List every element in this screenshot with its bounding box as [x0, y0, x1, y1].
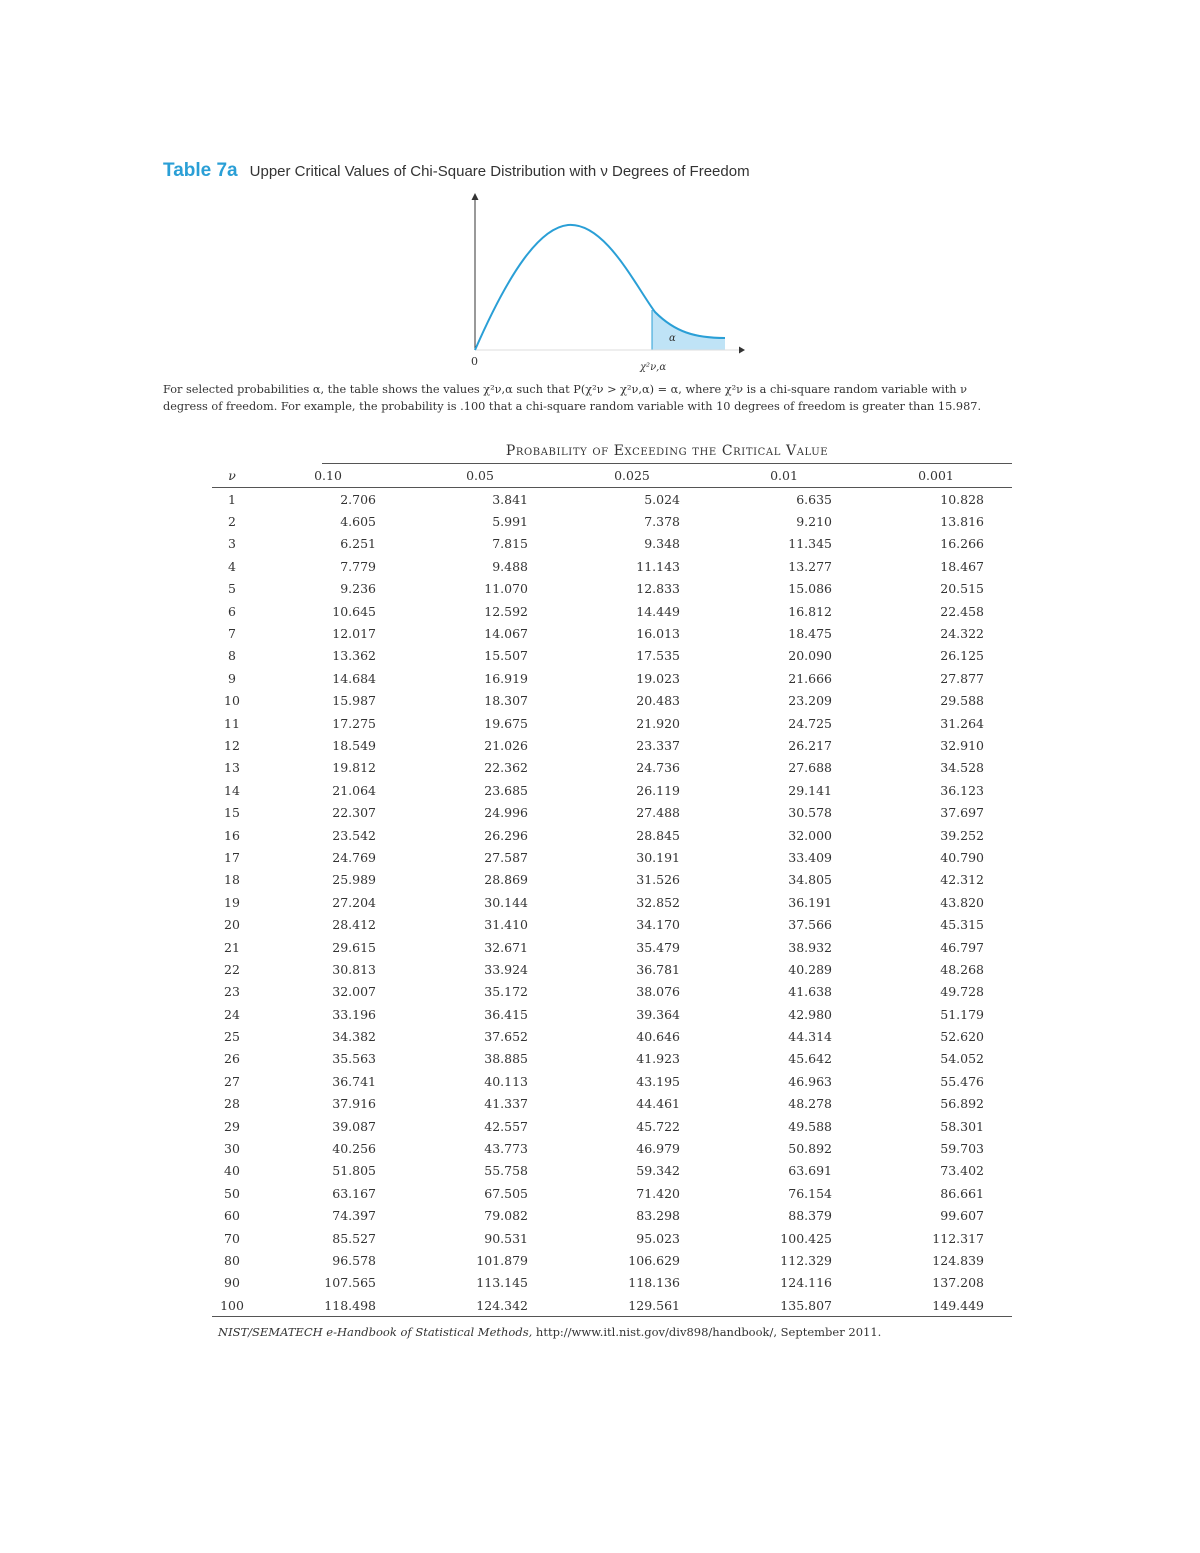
value-cell: 149.449 [860, 1294, 1012, 1317]
value-cell: 20.515 [940, 581, 984, 597]
value-cell: 11.345 [788, 536, 832, 552]
table-row [212, 1160, 1012, 1182]
value-cell: 24.725 [788, 715, 832, 731]
value-cell: 4.605 [340, 514, 376, 530]
value-cell: 137.208 [932, 1275, 984, 1291]
table-row [212, 779, 1012, 801]
value-cell: 9.488 [492, 558, 528, 574]
table-row [212, 1070, 1012, 1092]
value-cell: 42.312 [940, 872, 984, 888]
value-cell: 36.415 [484, 1006, 528, 1022]
value-cell: 5.024 [644, 491, 680, 507]
value-cell: 15.086 [788, 581, 832, 597]
value-cell: 59.342 [636, 1163, 680, 1179]
value-cell: 45.722 [636, 1118, 680, 1134]
value-cell: 9.210 [796, 514, 832, 530]
value-cell: 31.264 [940, 715, 984, 731]
table-row [212, 600, 1012, 622]
nu-cell: 3 [228, 536, 236, 552]
value-cell: 32.910 [940, 737, 984, 753]
chi-square-density-figure [440, 190, 760, 380]
nu-cell: 15 [224, 805, 240, 821]
value-cell: 10.645 [332, 603, 376, 619]
value-cell: 37.697 [940, 805, 984, 821]
nu-cell: 6 [228, 603, 236, 619]
source-url: http://www.itl.nist.gov/div898/handbook/, September 2011. [532, 1325, 882, 1339]
table-body [212, 488, 1012, 1317]
value-cell: 48.278 [788, 1096, 832, 1112]
value-cell: 46.979 [636, 1141, 680, 1157]
value-cell: 15.507 [484, 648, 528, 664]
nu-cell: 13 [224, 760, 240, 776]
value-cell: 71.420 [636, 1185, 680, 1201]
value-cell: 40.646 [636, 1029, 680, 1045]
value-cell: 32.000 [788, 827, 832, 843]
value-cell: 33.924 [484, 961, 528, 977]
value-cell: 43.773 [484, 1141, 528, 1157]
value-cell: 23.685 [484, 782, 528, 798]
table-row [212, 667, 1012, 689]
value-cell: 16.266 [940, 536, 984, 552]
value-cell: 14.449 [636, 603, 680, 619]
value-cell: 30.813 [332, 961, 376, 977]
value-cell: 21.666 [788, 670, 832, 686]
value-cell: 18.549 [332, 737, 376, 753]
value-cell: 19.023 [636, 670, 680, 686]
table-row [212, 510, 1012, 532]
value-cell: 42.980 [788, 1006, 832, 1022]
value-cell: 39.364 [636, 1006, 680, 1022]
value-cell: 23.209 [788, 693, 832, 709]
value-cell: 18.475 [788, 626, 832, 642]
value-cell: 13.362 [332, 648, 376, 664]
value-cell: 30.578 [788, 805, 832, 821]
table-row [212, 1093, 1012, 1115]
value-cell: 14.067 [484, 626, 528, 642]
value-cell: 44.461 [636, 1096, 680, 1112]
value-cell: 95.023 [636, 1230, 680, 1246]
table-row [212, 555, 1012, 577]
value-cell: 52.620 [940, 1029, 984, 1045]
value-cell: 31.526 [636, 872, 680, 888]
value-cell: 39.087 [332, 1118, 376, 1134]
value-cell: 21.064 [332, 782, 376, 798]
value-cell: 33.196 [332, 1006, 376, 1022]
table-row [212, 1025, 1012, 1047]
value-cell: 12.592 [484, 603, 528, 619]
value-cell: 124.116 [780, 1275, 832, 1291]
value-cell: 24.736 [636, 760, 680, 776]
nu-cell: 27 [224, 1073, 240, 1089]
nu-cell: 18 [224, 872, 240, 888]
value-cell: 35.172 [484, 984, 528, 1000]
value-cell: 59.703 [940, 1141, 984, 1157]
table-row [212, 1182, 1012, 1204]
nu-cell: 9 [228, 670, 236, 686]
value-cell: 7.815 [492, 536, 528, 552]
table-row [212, 1048, 1012, 1070]
value-cell: 118.498 [252, 1294, 404, 1317]
value-cell: 41.923 [636, 1051, 680, 1067]
table-row [212, 645, 1012, 667]
table-number: Table 7a [163, 160, 238, 181]
value-cell: 74.397 [332, 1208, 376, 1224]
value-cell: 39.252 [940, 827, 984, 843]
nu-cell: 28 [224, 1096, 240, 1112]
table-caption [163, 382, 1063, 416]
value-cell: 36.191 [788, 894, 832, 910]
table-row [212, 533, 1012, 555]
value-cell: 40.113 [484, 1073, 528, 1089]
value-cell: 41.337 [484, 1096, 528, 1112]
value-cell: 49.728 [940, 984, 984, 1000]
value-cell: 34.382 [332, 1029, 376, 1045]
value-cell: 73.402 [940, 1163, 984, 1179]
table-row [212, 712, 1012, 734]
value-cell: 85.527 [332, 1230, 376, 1246]
table-row [212, 824, 1012, 846]
value-cell: 29.615 [332, 939, 376, 955]
nu-column-header: ν [212, 464, 252, 488]
source-title: NIST/SEMATECH e-Handbook of Statistical Methods, [218, 1325, 533, 1339]
nu-cell: 60 [224, 1208, 240, 1224]
value-cell: 13.277 [788, 558, 832, 574]
table-row [212, 1115, 1012, 1137]
probability-super-header: Probability of Exceeding the Critical Value [322, 443, 1012, 464]
column-header: 0.01 [708, 464, 860, 488]
value-cell: 55.476 [940, 1073, 984, 1089]
value-cell: 24.996 [484, 805, 528, 821]
value-cell: 54.052 [940, 1051, 984, 1067]
value-cell: 30.144 [484, 894, 528, 910]
value-cell: 129.561 [556, 1294, 708, 1317]
value-cell: 6.251 [340, 536, 376, 552]
value-cell: 45.315 [940, 917, 984, 933]
value-cell: 37.652 [484, 1029, 528, 1045]
value-cell: 90.531 [484, 1230, 528, 1246]
value-cell: 101.879 [476, 1252, 528, 1268]
nu-cell: 90 [224, 1275, 240, 1291]
value-cell: 58.301 [940, 1118, 984, 1134]
table-title [163, 160, 750, 182]
chi-square-table [212, 464, 1012, 1317]
value-cell: 16.013 [636, 626, 680, 642]
value-cell: 45.642 [788, 1051, 832, 1067]
nu-cell: 10 [224, 693, 240, 709]
value-cell: 24.322 [940, 626, 984, 642]
value-cell: 12.017 [332, 626, 376, 642]
table-row [212, 1294, 1012, 1317]
value-cell: 86.661 [940, 1185, 984, 1201]
value-cell: 26.119 [636, 782, 680, 798]
value-cell: 7.378 [644, 514, 680, 530]
value-cell: 51.805 [332, 1163, 376, 1179]
value-cell: 63.167 [332, 1185, 376, 1201]
value-cell: 3.841 [492, 491, 528, 507]
nu-cell: 40 [224, 1163, 240, 1179]
value-cell: 99.607 [940, 1208, 984, 1224]
value-cell: 6.635 [796, 491, 832, 507]
nu-cell: 8 [228, 648, 236, 664]
value-cell: 112.317 [932, 1230, 984, 1246]
value-cell: 16.919 [484, 670, 528, 686]
value-cell: 18.307 [484, 693, 528, 709]
table-row [212, 488, 1012, 511]
nu-cell: 11 [224, 715, 240, 731]
nu-cell: 19 [224, 894, 240, 910]
value-cell: 28.845 [636, 827, 680, 843]
table-row [212, 958, 1012, 980]
table-row [212, 981, 1012, 1003]
value-cell: 21.920 [636, 715, 680, 731]
nu-cell: 16 [224, 827, 240, 843]
value-cell: 27.688 [788, 760, 832, 776]
value-cell: 42.557 [484, 1118, 528, 1134]
nu-cell: 25 [224, 1029, 240, 1045]
table-row [212, 1272, 1012, 1294]
value-cell: 43.195 [636, 1073, 680, 1089]
value-cell: 32.671 [484, 939, 528, 955]
table-row [212, 913, 1012, 935]
value-cell: 118.136 [628, 1275, 680, 1291]
value-cell: 67.505 [484, 1185, 528, 1201]
column-header: 0.05 [404, 464, 556, 488]
value-cell: 63.691 [788, 1163, 832, 1179]
value-cell: 34.528 [940, 760, 984, 776]
value-cell: 19.812 [332, 760, 376, 776]
value-cell: 43.820 [940, 894, 984, 910]
nu-cell: 7 [228, 626, 236, 642]
value-cell: 76.154 [788, 1185, 832, 1201]
value-cell: 135.807 [708, 1294, 860, 1317]
value-cell: 48.268 [940, 961, 984, 977]
caption-line-2: degress of freedom. For example, the probability is .100 that a chi-square random variable with 10 degrees of freedom is greater than 15.987. [163, 399, 982, 413]
table-row [212, 1137, 1012, 1159]
value-cell: 36.123 [940, 782, 984, 798]
value-cell: 38.932 [788, 939, 832, 955]
value-cell: 56.892 [940, 1096, 984, 1112]
value-cell: 28.412 [332, 917, 376, 933]
nu-cell: 29 [224, 1118, 240, 1134]
nu-cell: 22 [224, 961, 240, 977]
value-cell: 51.179 [940, 1006, 984, 1022]
table-row [212, 1003, 1012, 1025]
table-row [212, 1227, 1012, 1249]
value-cell: 24.769 [332, 849, 376, 865]
value-cell: 35.479 [636, 939, 680, 955]
value-cell: 37.566 [788, 917, 832, 933]
value-cell: 88.379 [788, 1208, 832, 1224]
density-curve [475, 225, 725, 350]
value-cell: 12.833 [636, 581, 680, 597]
value-cell: 19.675 [484, 715, 528, 731]
nu-cell: 23 [224, 984, 240, 1000]
table-row [212, 869, 1012, 891]
column-header: 0.10 [252, 464, 404, 488]
value-cell: 124.342 [404, 1294, 556, 1317]
value-cell: 36.741 [332, 1073, 376, 1089]
value-cell: 106.629 [628, 1252, 680, 1268]
nu-cell: 26 [224, 1051, 240, 1067]
value-cell: 40.256 [332, 1141, 376, 1157]
value-cell: 9.236 [340, 581, 376, 597]
table-row [212, 1249, 1012, 1271]
x-axis-arrow-icon [739, 347, 745, 354]
value-cell: 11.070 [484, 581, 528, 597]
value-cell: 46.797 [940, 939, 984, 955]
value-cell: 40.790 [940, 849, 984, 865]
value-cell: 21.026 [484, 737, 528, 753]
value-cell: 46.963 [788, 1073, 832, 1089]
nu-cell: 12 [224, 737, 240, 753]
alpha-label: α [669, 333, 676, 344]
value-cell: 34.805 [788, 872, 832, 888]
table-row [212, 846, 1012, 868]
value-cell: 34.170 [636, 917, 680, 933]
nu-cell: 30 [224, 1141, 240, 1157]
value-cell: 83.298 [636, 1208, 680, 1224]
value-cell: 28.869 [484, 872, 528, 888]
nu-cell: 70 [224, 1230, 240, 1246]
value-cell: 27.488 [636, 805, 680, 821]
nu-cell: 1 [228, 491, 236, 507]
column-header: 0.025 [556, 464, 708, 488]
value-cell: 50.892 [788, 1141, 832, 1157]
value-cell: 23.337 [636, 737, 680, 753]
value-cell: 32.007 [332, 984, 376, 1000]
value-cell: 14.684 [332, 670, 376, 686]
table-title-text: Upper Critical Values of Chi-Square Distribution with ν Degrees of Freedom [249, 163, 750, 180]
value-cell: 40.289 [788, 961, 832, 977]
nu-cell: 80 [224, 1252, 240, 1268]
value-cell: 112.329 [780, 1252, 832, 1268]
value-cell: 20.483 [636, 693, 680, 709]
table-row [212, 1205, 1012, 1227]
table-row [212, 622, 1012, 644]
value-cell: 29.588 [940, 693, 984, 709]
value-cell: 27.587 [484, 849, 528, 865]
value-cell: 26.217 [788, 737, 832, 753]
nu-cell: 2 [228, 514, 236, 530]
nu-cell: 4 [228, 558, 236, 574]
value-cell: 96.578 [332, 1252, 376, 1268]
value-cell: 41.638 [788, 984, 832, 1000]
value-cell: 113.145 [476, 1275, 528, 1291]
value-cell: 37.916 [332, 1096, 376, 1112]
y-axis-arrow-icon [472, 193, 479, 200]
table-row [212, 734, 1012, 756]
value-cell: 29.141 [788, 782, 832, 798]
value-cell: 22.458 [940, 603, 984, 619]
nu-cell: 21 [224, 939, 240, 955]
value-cell: 17.535 [636, 648, 680, 664]
value-cell: 49.588 [788, 1118, 832, 1134]
value-cell: 22.307 [332, 805, 376, 821]
value-cell: 11.143 [636, 558, 680, 574]
value-cell: 22.362 [484, 760, 528, 776]
value-cell: 107.565 [324, 1275, 376, 1291]
value-cell: 124.839 [932, 1252, 984, 1268]
table-row [212, 578, 1012, 600]
value-cell: 9.348 [644, 536, 680, 552]
nu-cell: 100 [212, 1294, 252, 1317]
nu-cell: 50 [224, 1185, 240, 1201]
value-cell: 35.563 [332, 1051, 376, 1067]
value-cell: 44.314 [788, 1029, 832, 1045]
source-note [218, 1325, 881, 1339]
alpha-tail-area [652, 310, 725, 350]
nu-cell: 14 [224, 782, 240, 798]
table-row [212, 801, 1012, 823]
value-cell: 55.758 [484, 1163, 528, 1179]
critical-value-label: χ²ν,α [640, 362, 667, 373]
origin-label: 0 [471, 355, 478, 368]
value-cell: 31.410 [484, 917, 528, 933]
value-cell: 2.706 [340, 491, 376, 507]
value-cell: 33.409 [788, 849, 832, 865]
value-cell: 26.296 [484, 827, 528, 843]
value-cell: 7.779 [340, 558, 376, 574]
value-cell: 36.781 [636, 961, 680, 977]
value-cell: 17.275 [332, 715, 376, 731]
value-cell: 25.989 [332, 872, 376, 888]
column-header: 0.001 [860, 464, 1012, 488]
value-cell: 27.877 [940, 670, 984, 686]
table-row [212, 690, 1012, 712]
value-cell: 26.125 [940, 648, 984, 664]
nu-cell: 5 [228, 581, 236, 597]
column-header-row [212, 464, 1012, 488]
value-cell: 18.467 [940, 558, 984, 574]
table-row [212, 936, 1012, 958]
value-cell: 38.885 [484, 1051, 528, 1067]
value-cell: 38.076 [636, 984, 680, 1000]
value-cell: 13.816 [940, 514, 984, 530]
value-cell: 15.987 [332, 693, 376, 709]
table-row [212, 757, 1012, 779]
value-cell: 32.852 [636, 894, 680, 910]
table-row [212, 891, 1012, 913]
nu-cell: 20 [224, 917, 240, 933]
value-cell: 20.090 [788, 648, 832, 664]
value-cell: 16.812 [788, 603, 832, 619]
value-cell: 10.828 [940, 491, 984, 507]
nu-cell: 17 [224, 849, 240, 865]
value-cell: 5.991 [492, 514, 528, 530]
value-cell: 30.191 [636, 849, 680, 865]
caption-line-1: For selected probabilities α, the table shows the values χ²ν,α such that P(χ²ν > χ²ν,α) = α, where χ²ν is a chi-square random variable with ν [163, 383, 967, 396]
value-cell: 100.425 [780, 1230, 832, 1246]
value-cell: 27.204 [332, 894, 376, 910]
value-cell: 23.542 [332, 827, 376, 843]
nu-cell: 24 [224, 1006, 240, 1022]
critical-values-table [212, 443, 1012, 1317]
value-cell: 79.082 [484, 1208, 528, 1224]
